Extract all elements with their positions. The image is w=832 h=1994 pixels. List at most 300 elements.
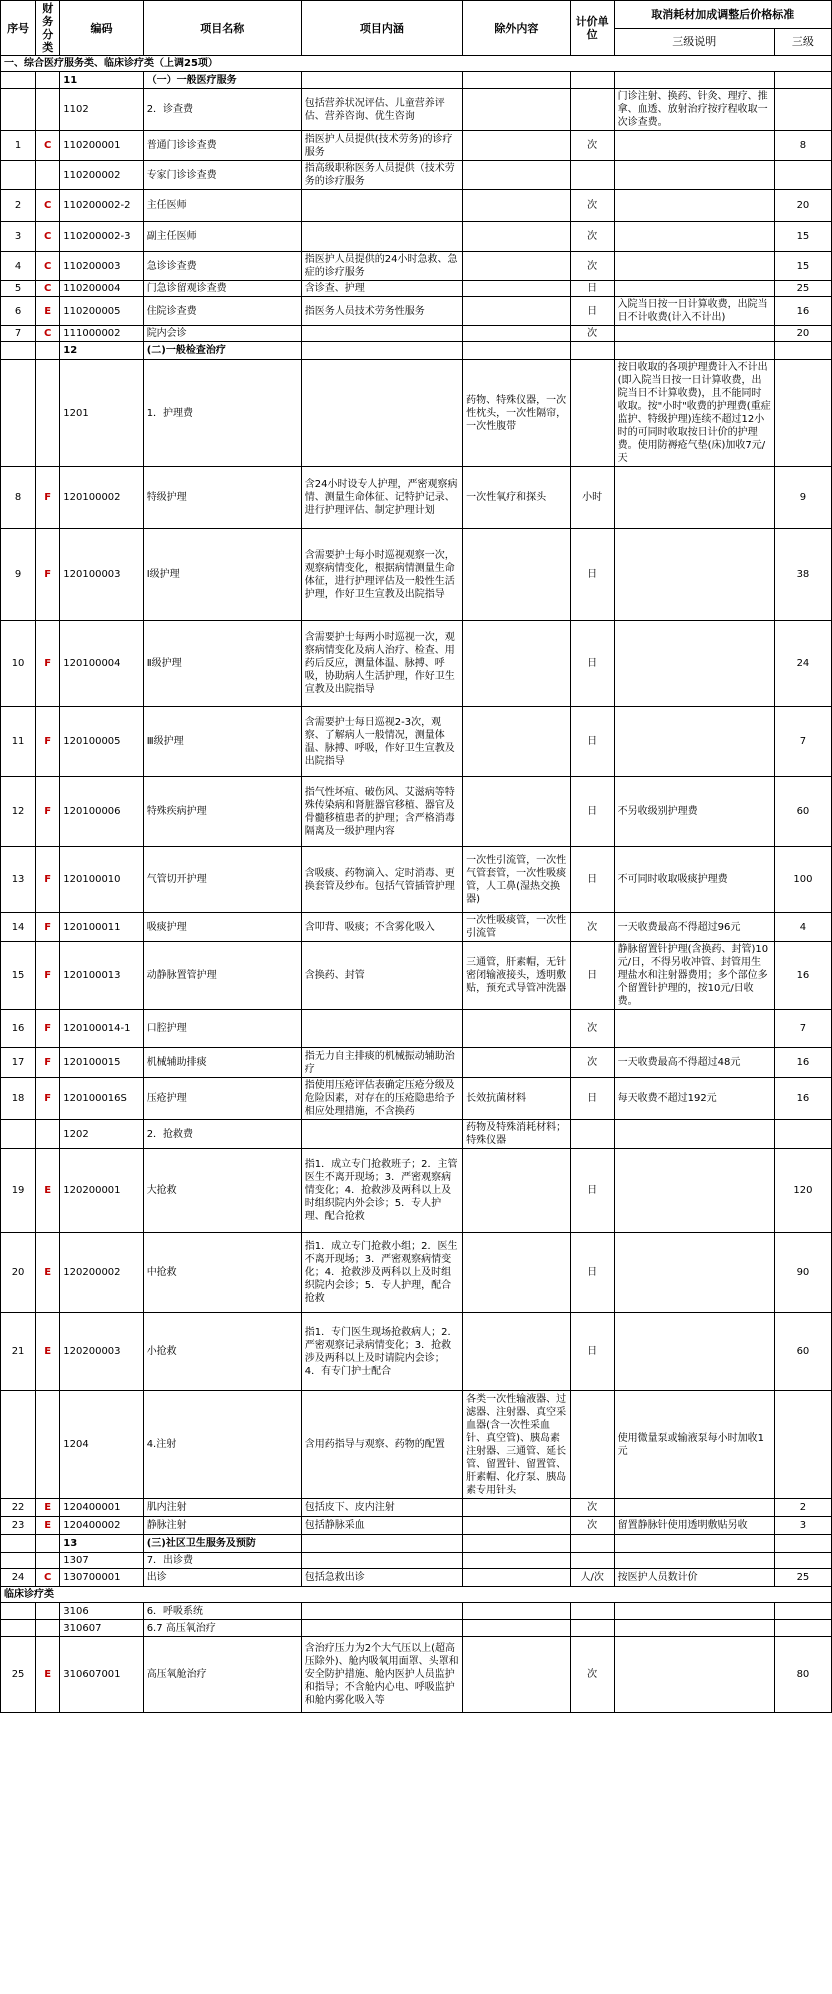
row-unit (570, 1535, 614, 1553)
row-level3-price (774, 72, 831, 89)
row-level3-desc (614, 222, 774, 252)
row-unit: 日 (570, 847, 614, 913)
row-seq (1, 89, 36, 131)
row-category: E (36, 1149, 60, 1233)
row-content (301, 190, 462, 222)
row-code: 120100016S (60, 1078, 143, 1120)
row-name: 气管切开护理 (143, 847, 301, 913)
row-level3-desc (614, 131, 774, 161)
row-level3-desc (614, 529, 774, 621)
row-category (36, 1620, 60, 1637)
row-exclusion: 一次性氧疗和探头 (463, 467, 571, 529)
row-level3-desc (614, 1499, 774, 1517)
row-category: E (36, 1499, 60, 1517)
row-category: C (36, 326, 60, 342)
row-unit (570, 72, 614, 89)
table-row (1, 1149, 832, 1233)
row-unit (570, 1391, 614, 1499)
row-content: 含需要护士每小时巡视观察一次，观察病情变化，根据病情测量生命体征，进行护理评估及一般性生活护理，作好卫生宣教及出院指导 (301, 529, 462, 621)
row-level3-price (774, 360, 831, 467)
row-category: C (36, 222, 60, 252)
row-level3-price: 24 (774, 621, 831, 707)
row-level3-price: 16 (774, 1048, 831, 1078)
table-row (1, 1233, 832, 1313)
row-exclusion (463, 281, 571, 297)
table-row (1, 1620, 832, 1637)
row-seq: 23 (1, 1517, 36, 1535)
row-seq (1, 360, 36, 467)
row-level3-desc: 门诊注射、换药、针灸、理疗、推拿、血透、放射治疗按疗程收取一次诊查费。 (614, 89, 774, 131)
row-content: 指高级职称医务人员提供（技术劳务的诊疗服务 (301, 161, 462, 190)
row-unit: 日 (570, 942, 614, 1010)
row-category (36, 1603, 60, 1620)
row-level3-desc (614, 1149, 774, 1233)
row-content: 指医护人员提供(技术劳务)的诊疗服务 (301, 131, 462, 161)
table-row (1, 1517, 832, 1535)
row-seq (1, 1535, 36, 1553)
row-code: 110200002-3 (60, 222, 143, 252)
table-row (1, 913, 832, 942)
row-level3-price (774, 1391, 831, 1499)
row-name: 急诊诊查费 (143, 252, 301, 281)
table-row (1, 777, 832, 847)
row-level3-price (774, 1120, 831, 1149)
table-row (1, 252, 832, 281)
row-content (301, 1553, 462, 1569)
row-category: E (36, 1313, 60, 1391)
row-content: 指气性坏疽、破伤风、艾滋病等特殊传染病和肾脏器官移植、器官及骨髓移植患者的护理；含严格消毒隔离及一级护理内容 (301, 777, 462, 847)
row-name: 4.注射 (143, 1391, 301, 1499)
table-row (1, 1048, 832, 1078)
row-code: 130700001 (60, 1569, 143, 1587)
table-row (1, 1391, 832, 1499)
row-name: 肌内注射 (143, 1499, 301, 1517)
row-code: 110200002-2 (60, 190, 143, 222)
row-seq (1, 342, 36, 360)
row-name: 静脉注射 (143, 1517, 301, 1535)
section-row (1, 56, 832, 72)
row-category: C (36, 131, 60, 161)
row-unit (570, 161, 614, 190)
row-seq: 14 (1, 913, 36, 942)
row-name: 2．诊查费 (143, 89, 301, 131)
header-code: 编码 (60, 1, 143, 56)
table-row (1, 190, 832, 222)
table-row (1, 281, 832, 297)
row-level3-desc (614, 252, 774, 281)
header-level3-desc: 三级说明 (614, 28, 774, 56)
row-category (36, 72, 60, 89)
row-name: 特级护理 (143, 467, 301, 529)
row-category: F (36, 467, 60, 529)
row-category: E (36, 1637, 60, 1713)
row-exclusion (463, 326, 571, 342)
row-level3-price: 80 (774, 1637, 831, 1713)
row-exclusion (463, 777, 571, 847)
row-level3-desc (614, 281, 774, 297)
row-level3-price: 25 (774, 1569, 831, 1587)
row-exclusion (463, 707, 571, 777)
table-row (1, 467, 832, 529)
row-unit: 日 (570, 281, 614, 297)
row-level3-price: 25 (774, 281, 831, 297)
section-title: 临床诊疗类 (1, 1587, 832, 1603)
row-code: 120100011 (60, 913, 143, 942)
row-seq: 4 (1, 252, 36, 281)
row-name: (三)社区卫生服务及预防 (143, 1535, 301, 1553)
row-name: 副主任医师 (143, 222, 301, 252)
row-content: 含叩背、吸痰；不含雾化吸入 (301, 913, 462, 942)
row-level3-price: 20 (774, 326, 831, 342)
row-code: 120100015 (60, 1048, 143, 1078)
row-level3-price: 38 (774, 529, 831, 621)
row-category (36, 342, 60, 360)
row-code: 110200003 (60, 252, 143, 281)
row-level3-price: 90 (774, 1233, 831, 1313)
table-row (1, 326, 832, 342)
row-content (301, 1535, 462, 1553)
row-exclusion (463, 72, 571, 89)
row-name: (二)一般检查治疗 (143, 342, 301, 360)
row-code: 120100010 (60, 847, 143, 913)
row-content (301, 72, 462, 89)
row-unit: 日 (570, 297, 614, 326)
row-name: 高压氧舱治疗 (143, 1637, 301, 1713)
row-code: 110200001 (60, 131, 143, 161)
row-code: 120100014-1 (60, 1010, 143, 1048)
row-level3-desc (614, 621, 774, 707)
row-unit: 次 (570, 1499, 614, 1517)
row-exclusion: 各类一次性输液器、过滤器、注射器、真空采血器(含一次性采血针、真空管)、胰岛素注射器、三通管、延长管、留置针、留置管、肝素帽、化疗泵、胰岛素专用针头 (463, 1391, 571, 1499)
row-category: C (36, 190, 60, 222)
row-level3-desc: 一天收费最高不得超过48元 (614, 1048, 774, 1078)
row-code: 310607 (60, 1620, 143, 1637)
row-unit (570, 342, 614, 360)
row-category: F (36, 1078, 60, 1120)
table-row (1, 1499, 832, 1517)
row-code: 120400001 (60, 1499, 143, 1517)
row-seq: 17 (1, 1048, 36, 1078)
row-level3-price: 3 (774, 1517, 831, 1535)
row-level3-price (774, 1603, 831, 1620)
row-code: 120100005 (60, 707, 143, 777)
row-name: 吸痰护理 (143, 913, 301, 942)
row-level3-desc (614, 1010, 774, 1048)
row-code: 1307 (60, 1553, 143, 1569)
row-code: 111000002 (60, 326, 143, 342)
table-row (1, 360, 832, 467)
row-code: 110200004 (60, 281, 143, 297)
row-exclusion (463, 1048, 571, 1078)
row-level3-desc: 按医护人员数计价 (614, 1569, 774, 1587)
row-code: 110200002 (60, 161, 143, 190)
row-name: Ⅰ级护理 (143, 529, 301, 621)
row-level3-price: 120 (774, 1149, 831, 1233)
row-code: 1204 (60, 1391, 143, 1499)
row-unit: 日 (570, 1313, 614, 1391)
row-level3-price: 7 (774, 707, 831, 777)
row-level3-desc (614, 1637, 774, 1713)
row-code: 120100013 (60, 942, 143, 1010)
row-exclusion: 药物、特殊仪器，一次性枕头，一次性隔帘，一次性腹带 (463, 360, 571, 467)
row-unit (570, 1553, 614, 1569)
row-level3-price: 15 (774, 252, 831, 281)
row-content: 含需要护士每两小时巡视一次，观察病情变化及病人治疗、检查、用药后反应，测量体温、脉搏、呼吸，协助病人生活护理，作好卫生宣教及出院指导 (301, 621, 462, 707)
row-code: 120400002 (60, 1517, 143, 1535)
row-level3-price: 4 (774, 913, 831, 942)
row-category (36, 89, 60, 131)
row-seq (1, 1620, 36, 1637)
table-row (1, 72, 832, 89)
row-exclusion (463, 252, 571, 281)
row-name: 院内会诊 (143, 326, 301, 342)
row-name: 门急诊留观诊查费 (143, 281, 301, 297)
row-seq: 24 (1, 1569, 36, 1587)
row-level3-desc (614, 467, 774, 529)
row-exclusion: 三通管，肝素帽，无针密闭输液接头，透明敷贴，预充式导管冲洗器 (463, 942, 571, 1010)
row-seq: 11 (1, 707, 36, 777)
row-level3-price: 7 (774, 1010, 831, 1048)
row-code: 310607001 (60, 1637, 143, 1713)
row-exclusion (463, 342, 571, 360)
row-exclusion (463, 89, 571, 131)
row-seq (1, 72, 36, 89)
table-row (1, 707, 832, 777)
row-seq: 1 (1, 131, 36, 161)
row-level3-price: 16 (774, 297, 831, 326)
table-row (1, 847, 832, 913)
row-unit (570, 1603, 614, 1620)
table-row (1, 161, 832, 190)
row-code: 11 (60, 72, 143, 89)
row-level3-desc: 静脉留置针护理(含换药、封管)10元/日，不得另收冲管、封管用生理盐水和注射器费用；多个部位多个留置针护理的，按10元/日收费。 (614, 942, 774, 1010)
row-seq: 18 (1, 1078, 36, 1120)
row-level3-desc (614, 326, 774, 342)
section-title: 一、综合医疗服务类、临床诊疗类（上调25项） (1, 56, 832, 72)
table-row (1, 621, 832, 707)
row-unit: 次 (570, 1048, 614, 1078)
table-row (1, 1553, 832, 1569)
row-unit: 次 (570, 913, 614, 942)
row-name: 动静脉置管护理 (143, 942, 301, 1010)
row-name: 2．抢救费 (143, 1120, 301, 1149)
row-category: E (36, 1233, 60, 1313)
row-code: 120200001 (60, 1149, 143, 1233)
row-content: 含吸痰、药物滴入、定时消毒、更换套管及纱布。包括气管插管护理 (301, 847, 462, 913)
row-seq: 13 (1, 847, 36, 913)
row-name: 1．护理费 (143, 360, 301, 467)
row-name: 普通门诊诊查费 (143, 131, 301, 161)
row-name: 大抢救 (143, 1149, 301, 1233)
row-content (301, 326, 462, 342)
row-level3-price: 100 (774, 847, 831, 913)
row-level3-desc (614, 1620, 774, 1637)
row-level3-desc: 不另收级别护理费 (614, 777, 774, 847)
row-seq: 21 (1, 1313, 36, 1391)
row-unit (570, 89, 614, 131)
row-category: E (36, 1517, 60, 1535)
row-name: 住院诊查费 (143, 297, 301, 326)
row-category: F (36, 1048, 60, 1078)
row-level3-price: 60 (774, 777, 831, 847)
row-category: F (36, 913, 60, 942)
row-code: 110200005 (60, 297, 143, 326)
header-level3: 三级 (774, 28, 831, 56)
row-unit: 日 (570, 1149, 614, 1233)
row-seq: 2 (1, 190, 36, 222)
row-category: F (36, 777, 60, 847)
row-level3-desc (614, 1553, 774, 1569)
row-level3-desc (614, 342, 774, 360)
row-level3-desc: 一天收费最高不得超过96元 (614, 913, 774, 942)
table-row (1, 1535, 832, 1553)
row-code: 120100003 (60, 529, 143, 621)
row-seq: 20 (1, 1233, 36, 1313)
row-name: 6.7 高压氧治疗 (143, 1620, 301, 1637)
row-level3-desc: 不可同时收取吸痰护理费 (614, 847, 774, 913)
row-name: 专家门诊诊查费 (143, 161, 301, 190)
row-content: 含治疗压力为2个大气压以上(超高压除外)、舱内吸氧用面罩、头罩和安全防护措施、舱内医护人员监护和指导；不含舱内心电、呼吸监护和舱内雾化吸入等 (301, 1637, 462, 1713)
row-exclusion (463, 1517, 571, 1535)
table-row (1, 1603, 832, 1620)
row-seq (1, 1553, 36, 1569)
row-exclusion (463, 1553, 571, 1569)
row-content (301, 1010, 462, 1048)
row-exclusion (463, 222, 571, 252)
table-row (1, 1010, 832, 1048)
row-code: 3106 (60, 1603, 143, 1620)
row-content: 指无力自主排痰的机械振动辅助治疗 (301, 1048, 462, 1078)
row-unit: 次 (570, 1637, 614, 1713)
row-exclusion (463, 1535, 571, 1553)
row-code: 120100002 (60, 467, 143, 529)
row-category: F (36, 621, 60, 707)
row-category (36, 360, 60, 467)
row-name: 机械辅助排痰 (143, 1048, 301, 1078)
row-exclusion (463, 1620, 571, 1637)
row-level3-price: 8 (774, 131, 831, 161)
row-level3-desc (614, 707, 774, 777)
row-content: 指医务人员技术劳务性服务 (301, 297, 462, 326)
row-content (301, 222, 462, 252)
table-row (1, 89, 832, 131)
row-category: C (36, 1569, 60, 1587)
row-seq: 10 (1, 621, 36, 707)
row-unit: 日 (570, 1233, 614, 1313)
row-code: 13 (60, 1535, 143, 1553)
row-content: 指1．专门医生现场抢救病人；2．严密观察记录病情变化；3．抢救涉及两科以上及时请院内会诊；4．有专门护士配合 (301, 1313, 462, 1391)
row-level3-price: 16 (774, 942, 831, 1010)
row-exclusion (463, 131, 571, 161)
row-exclusion (463, 1603, 571, 1620)
row-level3-price: 15 (774, 222, 831, 252)
row-category: F (36, 529, 60, 621)
row-exclusion (463, 297, 571, 326)
row-content: 指1．成立专门抢救小组；2．医生不离开现场；3．严密观察病情变化；4．抢救涉及两科以上及时组织院内会诊；5．专人护理，配合抢救 (301, 1233, 462, 1313)
row-unit: 日 (570, 621, 614, 707)
row-content: 包括营养状况评估、儿童营养评估、营养咨询、优生咨询 (301, 89, 462, 131)
row-content (301, 360, 462, 467)
row-category: F (36, 942, 60, 1010)
table-row (1, 222, 832, 252)
section-row (1, 1587, 832, 1603)
row-seq: 16 (1, 1010, 36, 1048)
row-code: 120100006 (60, 777, 143, 847)
row-exclusion (463, 621, 571, 707)
row-category: C (36, 252, 60, 281)
row-code: 1201 (60, 360, 143, 467)
row-category (36, 1535, 60, 1553)
row-content: 含诊查、护理 (301, 281, 462, 297)
row-unit: 人/次 (570, 1569, 614, 1587)
row-level3-desc: 留置静脉针使用透明敷贴另收 (614, 1517, 774, 1535)
header-content: 项目内涵 (301, 1, 462, 56)
row-name: 7．出诊费 (143, 1553, 301, 1569)
table-row (1, 1313, 832, 1391)
row-level3-desc: 按日收取的各项护理费计入不计出(即入院当日按一日计算收费，出院当日不计算收费)，且不能同时收取。按"小时"收费的护理费(重症监护、特级护理)连续不超过12小时的可同时收取按日计价的护理费。使用防褥疮气垫(床)加收7元/天 (614, 360, 774, 467)
row-content: 含用药指导与观察、药物的配置 (301, 1391, 462, 1499)
row-name: Ⅱ级护理 (143, 621, 301, 707)
row-category: F (36, 1010, 60, 1048)
row-level3-desc (614, 161, 774, 190)
row-seq: 12 (1, 777, 36, 847)
row-unit: 日 (570, 1078, 614, 1120)
row-level3-desc (614, 1313, 774, 1391)
row-unit: 小时 (570, 467, 614, 529)
row-content: 指1．成立专门抢救班子；2．主管医生不离开现场；3．严密观察病情变化；4．抢救涉及两科以上及时组织院内外会诊；5．专人护理、配合抢救 (301, 1149, 462, 1233)
row-level3-price: 9 (774, 467, 831, 529)
row-level3-price: 2 (774, 1499, 831, 1517)
row-level3-desc (614, 1535, 774, 1553)
row-content (301, 1603, 462, 1620)
row-level3-desc (614, 1603, 774, 1620)
row-exclusion (463, 1233, 571, 1313)
row-level3-price: 60 (774, 1313, 831, 1391)
row-exclusion (463, 529, 571, 621)
row-seq: 25 (1, 1637, 36, 1713)
row-category: F (36, 707, 60, 777)
row-seq (1, 1120, 36, 1149)
row-code: 120200002 (60, 1233, 143, 1313)
row-level3-desc (614, 1120, 774, 1149)
row-level3-price (774, 342, 831, 360)
row-content (301, 342, 462, 360)
row-category (36, 1120, 60, 1149)
row-unit: 日 (570, 777, 614, 847)
row-level3-price: 20 (774, 190, 831, 222)
row-seq (1, 1603, 36, 1620)
row-unit (570, 1620, 614, 1637)
row-content: 包括皮下、皮内注射 (301, 1499, 462, 1517)
row-code: 1102 (60, 89, 143, 131)
row-level3-price (774, 89, 831, 131)
row-level3-desc: 入院当日按一日计算收费，出院当日不计收费(计入不计出) (614, 297, 774, 326)
row-seq: 3 (1, 222, 36, 252)
row-unit: 日 (570, 707, 614, 777)
row-category (36, 161, 60, 190)
row-level3-desc: 使用微量泵或输液泵每小时加收1元 (614, 1391, 774, 1499)
row-exclusion: 长效抗菌材料 (463, 1078, 571, 1120)
row-category: F (36, 847, 60, 913)
row-unit: 次 (570, 326, 614, 342)
row-content (301, 1620, 462, 1637)
row-name: 中抢救 (143, 1233, 301, 1313)
row-exclusion (463, 1499, 571, 1517)
row-content: 含需要护士每日巡视2-3次，观察、了解病人一般情况，测量体温、脉搏、呼吸，作好卫生宣教及出院指导 (301, 707, 462, 777)
row-unit (570, 1120, 614, 1149)
row-content: 包括静脉采血 (301, 1517, 462, 1535)
row-code: 120100004 (60, 621, 143, 707)
